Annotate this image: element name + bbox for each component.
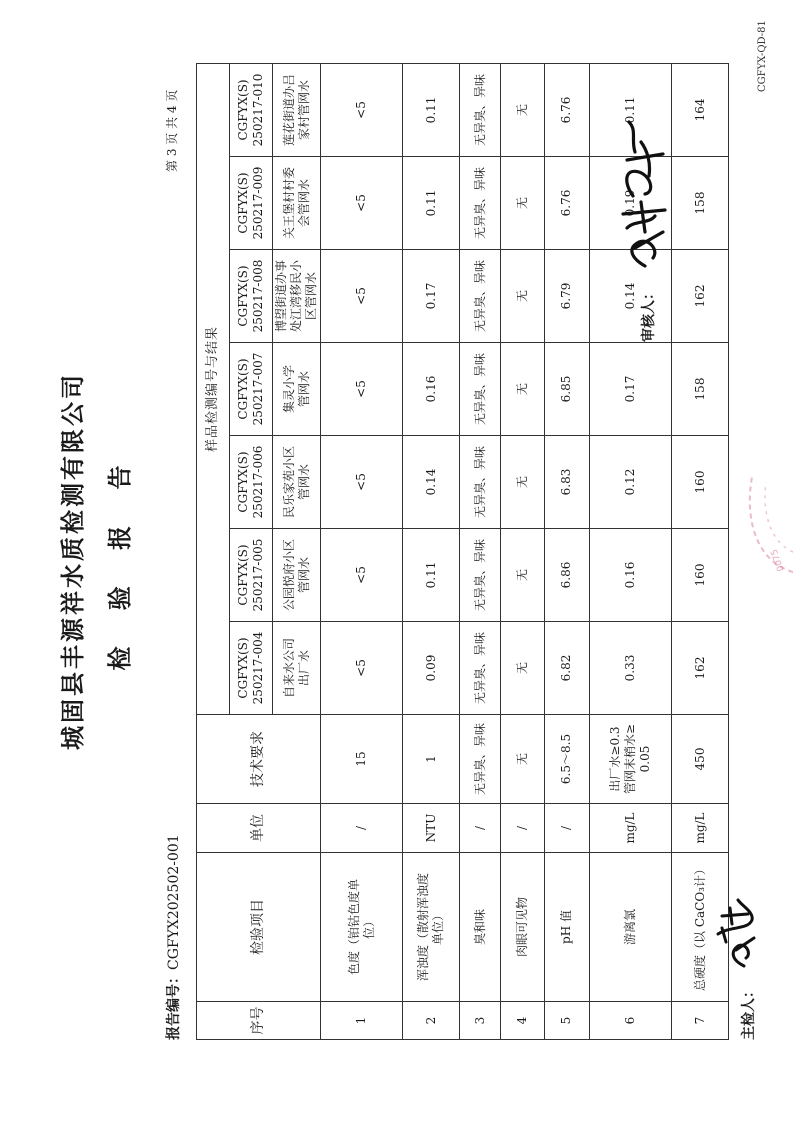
table-row — [501, 63, 545, 1039]
result-cell: 0.16 — [403, 343, 460, 436]
sample-name: 莲花街道办吕 家村管网水 — [273, 63, 321, 156]
inspector-label: 主检人： — [741, 984, 757, 1040]
row-unit: NTU — [403, 804, 460, 853]
result-cell: 162 — [672, 250, 729, 343]
result-cell: 0.14 — [589, 250, 671, 343]
result-cell: 6.83 — [544, 436, 589, 529]
inspector-signature — [708, 890, 764, 972]
result-cell: 158 — [672, 157, 729, 250]
result-cell: 无 — [501, 157, 545, 250]
result-cell: 6.76 — [544, 63, 589, 156]
result-cell: 0.33 — [589, 622, 671, 715]
inspector-block — [738, 984, 758, 1040]
result-cell: 0.11 — [403, 157, 460, 250]
result-cell: 无异臭、异味 — [459, 63, 500, 156]
row-item: 总硬度（以 CaCO₃计） — [672, 853, 729, 1002]
result-cell: 160 — [672, 436, 729, 529]
result-cell: <5 — [321, 436, 403, 529]
row-requirement: 无异臭、异味 — [459, 715, 500, 804]
result-cell: 无异臭、异味 — [459, 343, 500, 436]
report-number-value: CGFYX202502-001 — [166, 834, 182, 970]
result-cell: 0.11 — [403, 529, 460, 622]
row-item: 臭和味 — [459, 853, 500, 1002]
header-requirement: 技术要求 — [197, 715, 321, 804]
seal-stamp — [740, 452, 793, 582]
report-number — [163, 834, 183, 1040]
result-cell: 0.11 — [403, 63, 460, 156]
result-cell: 158 — [672, 343, 729, 436]
result-cell: 无 — [501, 622, 545, 715]
header-seq: 序号 — [197, 1002, 321, 1040]
svg-text:0075: 0075 — [769, 547, 787, 573]
result-cell: 无 — [501, 63, 545, 156]
row-seq: 6 — [589, 1002, 671, 1040]
header-sample-group: 样品检测编号与结果 — [197, 63, 230, 714]
sample-name: 公园悦府小区 管网水 — [273, 529, 321, 622]
row-seq: 7 — [672, 1002, 729, 1040]
result-cell: <5 — [321, 529, 403, 622]
sample-code: CGFYX(S) 250217-005 — [230, 529, 273, 622]
sample-name: 民乐家苑小区 管网水 — [273, 436, 321, 529]
row-requirement: 无 — [501, 715, 545, 804]
page-info: 第 3 页 共 4 页 — [165, 89, 179, 172]
sample-name: 自来水公司 出厂水 — [273, 622, 321, 715]
result-cell: 0.16 — [589, 529, 671, 622]
result-cell: 无 — [501, 529, 545, 622]
row-unit: / — [501, 804, 545, 853]
row-requirement: 6.5～8.5 — [544, 715, 589, 804]
row-requirement: 1 — [403, 715, 460, 804]
result-cell: 无异臭、异味 — [459, 250, 500, 343]
table-row — [544, 63, 589, 1039]
sample-name: 集灵小学 管网水 — [273, 343, 321, 436]
row-seq: 5 — [544, 1002, 589, 1040]
result-cell: 0.19 — [589, 157, 671, 250]
row-seq: 1 — [321, 1002, 403, 1040]
sample-code: CGFYX(S) 250217-008 — [230, 250, 273, 343]
row-unit: mg/L — [589, 804, 671, 853]
reviewer-signature — [605, 112, 675, 272]
row-requirement: 15 — [321, 715, 403, 804]
sample-code: CGFYX(S) 250217-010 — [230, 63, 273, 156]
result-cell: 无 — [501, 436, 545, 529]
report-title: 检 验 报 告 — [105, 451, 134, 671]
result-cell: 6.82 — [544, 622, 589, 715]
table-row — [321, 63, 403, 1039]
result-cell: <5 — [321, 343, 403, 436]
row-item: 色度（铂钴色度单 位） — [321, 853, 403, 1002]
result-cell: 0.14 — [403, 436, 460, 529]
result-cell: 6.76 — [544, 157, 589, 250]
header-unit: 单位 — [197, 804, 321, 853]
row-requirement: 出厂水≥0.3 管网末梢水≥ 0.05 — [589, 715, 671, 804]
reviewer-label: 审核人： — [641, 286, 657, 342]
sample-name: 博望街道办事 处江湾移民小 区管网水 — [273, 250, 321, 343]
form-code: CGFYX-QD-81 — [757, 20, 768, 92]
row-seq: 3 — [459, 1002, 500, 1040]
reviewer-block — [638, 286, 658, 342]
result-cell: 0.17 — [403, 250, 460, 343]
row-unit: mg/L — [672, 804, 729, 853]
result-cell: 无异臭、异味 — [459, 157, 500, 250]
sample-code: CGFYX(S) 250217-009 — [230, 157, 273, 250]
result-cell: 6.85 — [544, 343, 589, 436]
company-name: 城固县丰源祥水质检测有限公司 — [58, 372, 87, 750]
result-cell: 162 — [672, 622, 729, 715]
result-cell: 6.79 — [544, 250, 589, 343]
result-cell: 无异臭、异味 — [459, 529, 500, 622]
result-cell: 无异臭、异味 — [459, 622, 500, 715]
row-requirement: 450 — [672, 715, 729, 804]
sample-code: CGFYX(S) 250217-007 — [230, 343, 273, 436]
result-cell: 6.86 — [544, 529, 589, 622]
result-cell: <5 — [321, 157, 403, 250]
row-item: pH 值 — [544, 853, 589, 1002]
result-cell: 无 — [501, 250, 545, 343]
result-cell: 160 — [672, 529, 729, 622]
table-row — [403, 63, 460, 1039]
row-unit: / — [321, 804, 403, 853]
result-cell: <5 — [321, 622, 403, 715]
report-number-label: 报告编号： — [166, 970, 182, 1040]
result-cell: 164 — [672, 63, 729, 156]
table-row — [459, 63, 500, 1039]
result-cell: <5 — [321, 250, 403, 343]
result-cell: 0.09 — [403, 622, 460, 715]
result-cell: 0.17 — [589, 343, 671, 436]
result-cell: 无异臭、异味 — [459, 436, 500, 529]
result-cell: 无 — [501, 343, 545, 436]
sample-code: CGFYX(S) 250217-006 — [230, 436, 273, 529]
row-seq: 2 — [403, 1002, 460, 1040]
result-cell: <5 — [321, 63, 403, 156]
row-seq: 4 — [501, 1002, 545, 1040]
row-item: 游离氯 — [589, 853, 671, 1002]
result-cell: 0.12 — [589, 436, 671, 529]
result-cell: 0.11 — [589, 63, 671, 156]
sample-code: CGFYX(S) 250217-004 — [230, 622, 273, 715]
row-item: 浑浊度（散射浑浊度 单位） — [403, 853, 460, 1002]
row-item: 肉眼可见物 — [501, 853, 545, 1002]
row-unit: / — [544, 804, 589, 853]
sample-name: 关王堡村村委 会管网水 — [273, 157, 321, 250]
header-item: 检验项目 — [197, 853, 321, 1002]
row-unit: / — [459, 804, 500, 853]
